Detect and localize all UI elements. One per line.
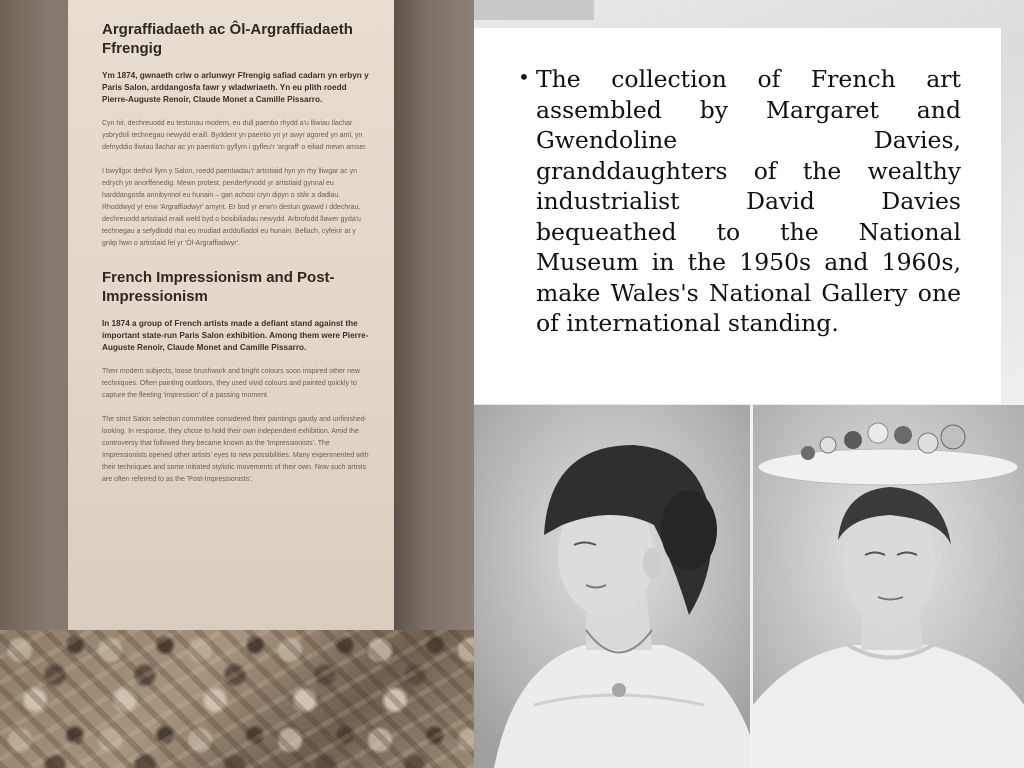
portrait-right-illustration xyxy=(753,405,1024,768)
ceiling-beam xyxy=(474,0,594,20)
wall-shadow xyxy=(394,0,474,630)
english-panel-paragraph-2: The strict Salon selection committee considered their paintings gaudy and unfinished-looking. In response, they chose to hold their own independent exhibition. Amid the controversy that followed they became known as the 'Impressionists'. The Impressionists opened other artists' eyes to new possibilities. Many experimented with their techniques and some initiated stylistic movements of their own. Now such artists are often referred to as the 'Post-Impressionists'. xyxy=(102,416,369,483)
portrait-photo-left xyxy=(474,405,750,768)
tapestry-photo xyxy=(0,630,474,768)
english-panel-lead: In 1874 a group of French artists made a defiant stand against the important state-run Paris Salon exhibition. Among them were Pierre-Auguste Renoir, Claude Monet and Camille Pissarro. xyxy=(102,319,369,352)
collection-description: The collection of French art assembled by Margaret and Gwendoline Davies, granddaughters of the wealthy industrialist David Davies bequeathed to the National Museum in the 1950s and 1960s, make Wales's National Gallery one of international standing. xyxy=(536,65,961,337)
text-card xyxy=(474,28,1001,404)
welsh-panel-paragraph-2: I bwyllgor dethol llym y Salon, roedd paentiadau'r artistiaid hyn yn rhy lliwgar ac yn edrych yn anorffenedig. Mewn protest, penderfynodd yr artistiaid gynnal eu harddangosfa annibynnol eu hunain – gan achosi cryn dipyn o stŵr a dadlau. Rhoddwyd yr enw 'Argraffiadwyr' arnynt. Er bod yr enw'n destun gwawd i ddechrau, dechreuodd artistiaid eraill weld byd o bosibiliadau newydd. Arbrofodd llawer gyda'u technegau a sefydlodd rhai eu mudiad arddulliadol eu hunain. Bellach, cyfeirir at y grŵp hwn o artistiaid fel yr 'Ôl-Argraffiadwyr'. xyxy=(102,168,361,247)
exhibition-text-panel xyxy=(68,0,394,630)
english-panel-paragraph-1: Their modern subjects, loose brushwork and bright colours soon inspired other new techniques. Often painting outdoors, they used vivid colours and painted quickly to capture the fleeting 'impression' of a passing moment. xyxy=(102,368,360,399)
portrait-photo-right xyxy=(753,405,1024,768)
english-panel-title: French Impressionism and Post-Impressionism xyxy=(102,269,335,305)
bullet-icon: • xyxy=(518,65,530,89)
welsh-panel-lead: Ym 1874, gwnaeth criw o arlunwyr Ffrengig safiad cadarn yn erbyn y Paris Salon, arddangosfa fawr y wladwriaeth. Yn eu plith roedd Pierre-Auguste Renoir, Claude Monet a Camille Pissarro. xyxy=(102,71,369,104)
museum-wall-photo xyxy=(0,0,474,630)
welsh-panel-paragraph-1: Cyn hir, dechreuodd eu testunau modern, eu dull paentio rhydd a'u lliwiau llachar ysbrydoli technegau newydd eraill. Byddent yn paentio yn yr awyr agored yn aml, yn defnyddio lliwiau llachar ac yn paentio'n gyflym i gyfleu'r 'argraff' o eiliad mewn amser. xyxy=(102,120,368,151)
portrait-left-illustration xyxy=(474,405,750,768)
welsh-panel-title: Argraffiadaeth ac Ôl-Argraffiadaeth Ffrengig xyxy=(102,21,353,57)
